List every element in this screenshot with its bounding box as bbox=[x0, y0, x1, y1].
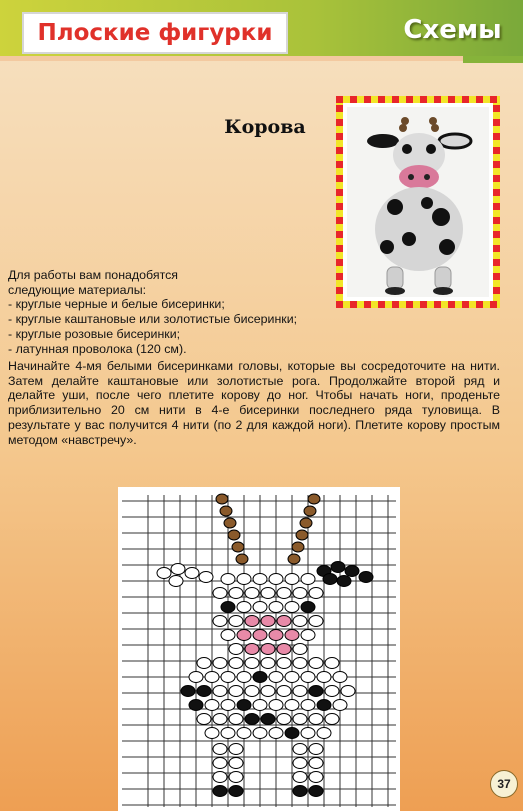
bead bbox=[213, 744, 227, 755]
bead bbox=[221, 574, 235, 585]
bead bbox=[213, 686, 227, 697]
bead bbox=[229, 744, 243, 755]
bead bbox=[293, 658, 307, 669]
bead bbox=[345, 566, 359, 577]
bead bbox=[304, 506, 316, 516]
bead bbox=[229, 644, 243, 655]
bead bbox=[253, 700, 267, 711]
bead bbox=[293, 744, 307, 755]
bead bbox=[261, 658, 275, 669]
bead bbox=[245, 588, 259, 599]
bead bbox=[317, 728, 331, 739]
bead bbox=[228, 530, 240, 540]
instructions-paragraph: Начинайте 4-мя белыми бисеринками головы, которые вы сосредоточите на нити. Затем делайте каштановые или золотистые рога. Продолжайте второй ряд и делайте уши, после чего плетите корову до ног. Чтобы начать ноги, проденьте приблизительно 20 см нити в 4-е бисеринки последнего ряда туловища. В результате у вас получится 4 нити (по 2 для каждой ноги). Плетите корову простым методом «навстречу». bbox=[8, 359, 500, 447]
bead bbox=[221, 630, 235, 641]
bead bbox=[261, 644, 275, 655]
bead bbox=[285, 700, 299, 711]
bead bbox=[301, 602, 315, 613]
page-header bbox=[0, 0, 523, 56]
category-title: Схемы bbox=[403, 15, 502, 45]
photo-frame bbox=[336, 96, 500, 308]
bead bbox=[213, 786, 227, 797]
bead bbox=[309, 616, 323, 627]
bead bbox=[245, 616, 259, 627]
bead bbox=[301, 728, 315, 739]
bead bbox=[301, 672, 315, 683]
cow-bead-pattern bbox=[118, 487, 400, 811]
bead bbox=[197, 658, 211, 669]
bead bbox=[301, 630, 315, 641]
bead bbox=[325, 658, 339, 669]
bead bbox=[293, 772, 307, 783]
materials-line: - латунная проволока (120 см). bbox=[8, 341, 187, 356]
bead bbox=[269, 700, 283, 711]
bead bbox=[296, 530, 308, 540]
bead bbox=[221, 700, 235, 711]
bead bbox=[277, 714, 291, 725]
materials-list bbox=[8, 268, 330, 356]
bead-pattern-svg bbox=[118, 487, 400, 811]
bead bbox=[213, 658, 227, 669]
bead bbox=[171, 564, 185, 575]
bead bbox=[213, 714, 227, 725]
bead bbox=[221, 728, 235, 739]
bead bbox=[293, 758, 307, 769]
bead bbox=[224, 518, 236, 528]
bead bbox=[197, 714, 211, 725]
bead bbox=[229, 758, 243, 769]
bead bbox=[309, 772, 323, 783]
bead bbox=[205, 672, 219, 683]
bead bbox=[237, 630, 251, 641]
bead bbox=[285, 728, 299, 739]
bead bbox=[237, 672, 251, 683]
bead bbox=[309, 786, 323, 797]
bead bbox=[181, 686, 195, 697]
bead bbox=[229, 588, 243, 599]
bead bbox=[185, 568, 199, 579]
materials-line: следующие материалы: bbox=[8, 282, 147, 297]
bead bbox=[213, 758, 227, 769]
bead bbox=[277, 686, 291, 697]
bead bbox=[293, 686, 307, 697]
bead bbox=[333, 672, 347, 683]
bead bbox=[197, 686, 211, 697]
bead bbox=[309, 658, 323, 669]
bead bbox=[253, 602, 267, 613]
bead bbox=[229, 772, 243, 783]
bead bbox=[331, 562, 345, 573]
bead bbox=[245, 658, 259, 669]
bead bbox=[169, 576, 183, 587]
bead bbox=[157, 568, 171, 579]
bead bbox=[269, 630, 283, 641]
materials-line: - круглые каштановые или золотистые бисеринки; bbox=[8, 312, 298, 327]
bead bbox=[277, 644, 291, 655]
bead bbox=[341, 686, 355, 697]
bead bbox=[269, 574, 283, 585]
bead bbox=[229, 714, 243, 725]
bead bbox=[237, 602, 251, 613]
materials-line: - круглые розовые бисеринки; bbox=[8, 326, 181, 341]
bead bbox=[359, 572, 373, 583]
bead bbox=[245, 644, 259, 655]
materials-line: Для работы вам понадобятся bbox=[8, 268, 179, 282]
bead bbox=[309, 686, 323, 697]
bead bbox=[277, 588, 291, 599]
bead bbox=[221, 672, 235, 683]
bead bbox=[309, 744, 323, 755]
bead bbox=[293, 616, 307, 627]
bead bbox=[213, 616, 227, 627]
header-accent-strip bbox=[463, 56, 523, 63]
bead bbox=[205, 700, 219, 711]
bead bbox=[213, 588, 227, 599]
bead bbox=[293, 588, 307, 599]
bead bbox=[301, 574, 315, 585]
bead bbox=[229, 786, 243, 797]
bead bbox=[232, 542, 244, 552]
bead bbox=[245, 686, 259, 697]
bead bbox=[293, 786, 307, 797]
bead bbox=[269, 728, 283, 739]
bead bbox=[285, 602, 299, 613]
bead bbox=[323, 574, 337, 585]
bead bbox=[253, 630, 267, 641]
bead bbox=[253, 574, 267, 585]
beaded-cow-photo bbox=[347, 107, 489, 297]
bead bbox=[189, 672, 203, 683]
header-divider bbox=[0, 56, 523, 61]
bead bbox=[269, 602, 283, 613]
bead bbox=[308, 494, 320, 504]
article-title: Корова bbox=[224, 116, 306, 138]
bead bbox=[292, 542, 304, 552]
bead bbox=[337, 576, 351, 587]
bead bbox=[216, 494, 228, 504]
bead bbox=[293, 714, 307, 725]
bead bbox=[205, 728, 219, 739]
section-label: Плоские фигурки bbox=[22, 12, 288, 54]
bead bbox=[277, 658, 291, 669]
bead bbox=[237, 574, 251, 585]
bead bbox=[309, 758, 323, 769]
bead bbox=[317, 700, 331, 711]
page-number: 37 bbox=[490, 770, 518, 798]
bead bbox=[253, 728, 267, 739]
bead bbox=[220, 506, 232, 516]
bead bbox=[261, 714, 275, 725]
bead bbox=[325, 714, 339, 725]
bead bbox=[309, 588, 323, 599]
bead bbox=[237, 728, 251, 739]
bead bbox=[269, 672, 283, 683]
bead bbox=[325, 686, 339, 697]
bead bbox=[301, 700, 315, 711]
bead bbox=[229, 686, 243, 697]
bead bbox=[333, 700, 347, 711]
bead bbox=[285, 672, 299, 683]
bead bbox=[221, 602, 235, 613]
bead bbox=[245, 714, 259, 725]
bead bbox=[309, 714, 323, 725]
bead bbox=[199, 572, 213, 583]
bead bbox=[317, 672, 331, 683]
bead bbox=[237, 700, 251, 711]
materials-line: - круглые черные и белые бисеринки; bbox=[8, 297, 225, 312]
bead bbox=[189, 700, 203, 711]
bead bbox=[293, 644, 307, 655]
bead bbox=[277, 616, 291, 627]
bead bbox=[288, 554, 300, 564]
bead bbox=[285, 630, 299, 641]
bead bbox=[261, 686, 275, 697]
bead bbox=[261, 616, 275, 627]
bead bbox=[300, 518, 312, 528]
bead bbox=[229, 658, 243, 669]
bead bbox=[253, 672, 267, 683]
bead bbox=[213, 772, 227, 783]
bead bbox=[261, 588, 275, 599]
bead bbox=[285, 574, 299, 585]
bead bbox=[229, 616, 243, 627]
bead bbox=[236, 554, 248, 564]
